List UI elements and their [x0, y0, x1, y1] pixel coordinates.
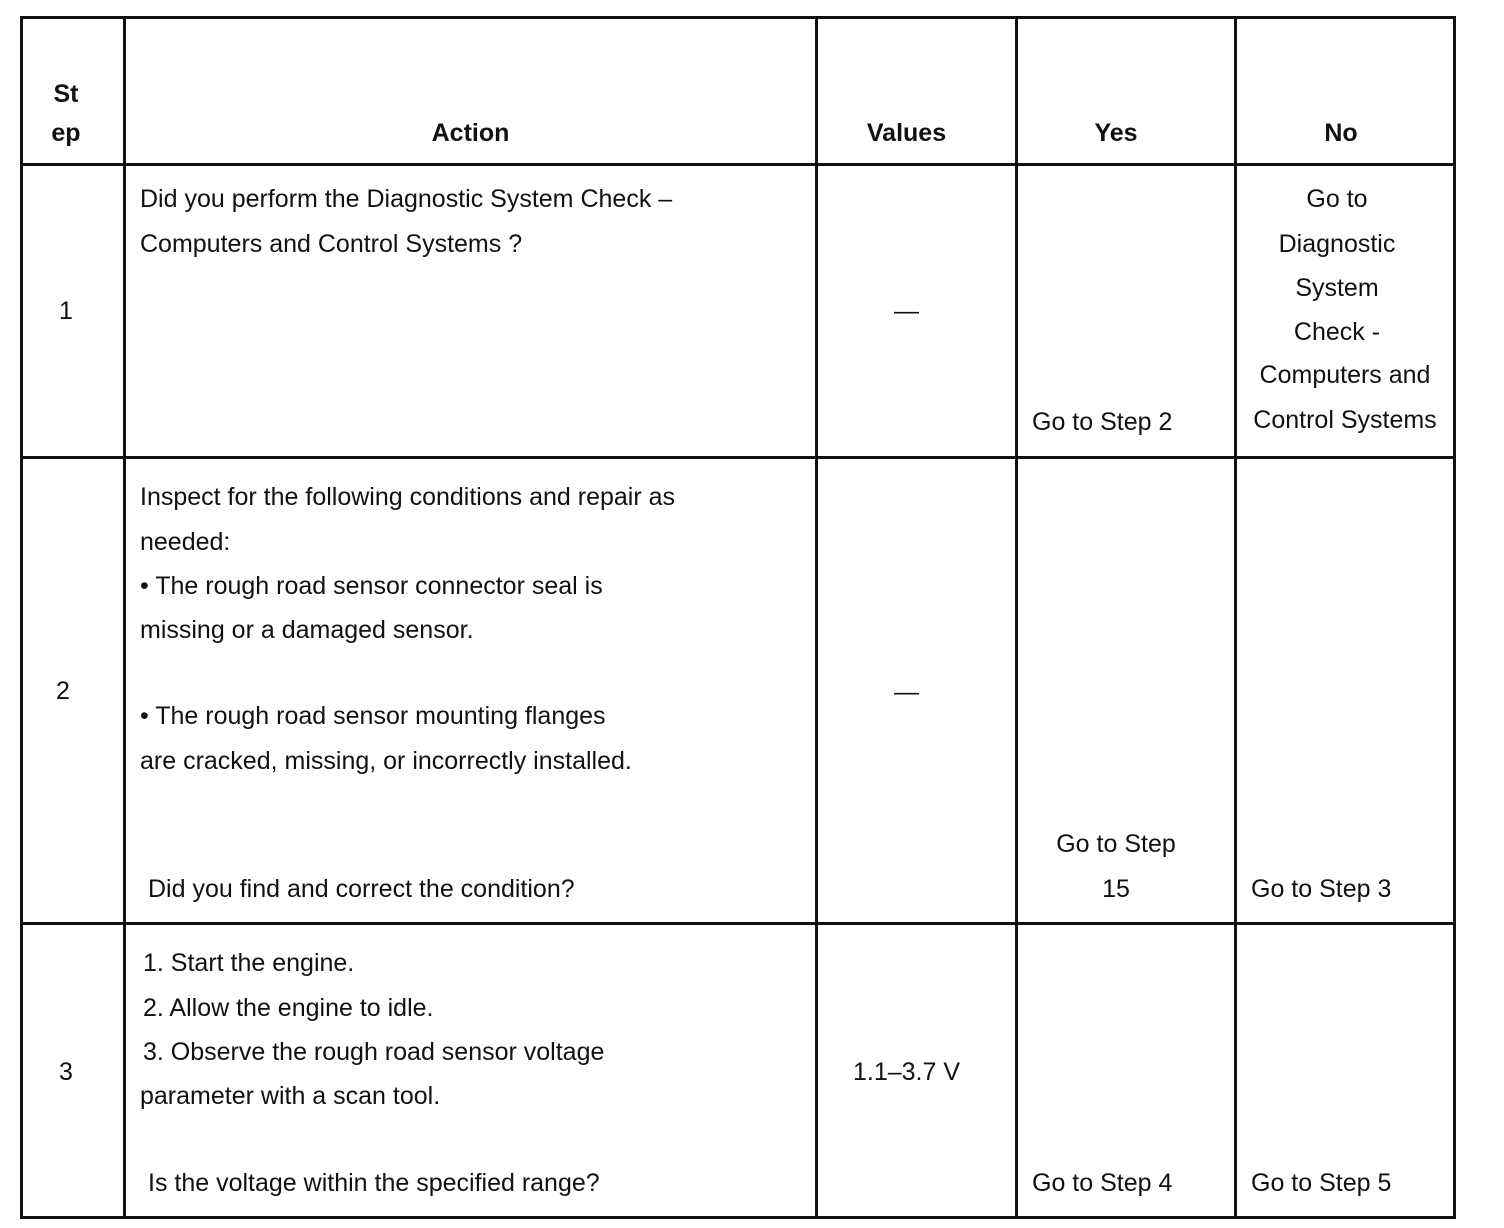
action-text: 3. Observe the rough road sensor voltage [143, 1038, 605, 1066]
action-text: parameter with a scan tool. [140, 1082, 441, 1110]
row-divider [23, 163, 1453, 166]
no-action: Go to Step 5 [1251, 1169, 1392, 1197]
no-action: Check - [1293, 318, 1381, 346]
action-text: 1. Start the engine. [143, 949, 355, 977]
column-divider [815, 19, 818, 1216]
step-number: 3 [59, 1058, 73, 1086]
action-text: needed: [140, 528, 231, 556]
action-text: are cracked, missing, or incorrectly installed. [140, 747, 632, 775]
action-text: Did you perform the Diagnostic System Check – [140, 185, 673, 213]
header-no: No [1324, 119, 1358, 147]
no-action: Go to Step 3 [1251, 875, 1392, 903]
action-text: Computers and Control Systems ? [140, 230, 523, 258]
action-question: Is the voltage within the specified range? [148, 1169, 600, 1197]
value-text: — [894, 678, 919, 706]
no-action: Control Systems [1253, 406, 1437, 434]
step-number: 2 [56, 677, 70, 705]
action-text: 2. Allow the engine to idle. [143, 994, 434, 1022]
header-action: Action [431, 119, 510, 147]
action-text: • The rough road sensor mounting flanges [140, 702, 606, 730]
no-action: Diagnostic [1278, 230, 1396, 258]
value-text: — [894, 297, 919, 325]
header-step-line1: St [53, 80, 79, 108]
action-text: • The rough road sensor connector seal is [140, 572, 603, 600]
header-yes: Yes [1094, 119, 1138, 147]
action-question: Did you find and correct the condition? [148, 875, 575, 903]
header-step-line2: ep [51, 119, 81, 147]
no-action: Go to [1306, 185, 1368, 213]
yes-action: Go to Step [1056, 830, 1176, 858]
header-values: Values [866, 119, 947, 147]
yes-action: Go to Step 2 [1032, 408, 1173, 436]
yes-action: Go to Step 4 [1032, 1169, 1173, 1197]
diagnostic-table [20, 16, 1456, 1219]
value-text: 1.1–3.7 V [852, 1058, 961, 1086]
column-divider [123, 19, 126, 1216]
no-action: System [1295, 274, 1379, 302]
action-text: missing or a damaged sensor. [140, 616, 474, 644]
step-number: 1 [59, 297, 73, 325]
row-divider [23, 456, 1453, 459]
yes-action: 15 [1102, 875, 1130, 903]
column-divider [1015, 19, 1018, 1216]
row-divider [23, 922, 1453, 925]
no-action: Computers and [1259, 361, 1431, 389]
action-text: Inspect for the following conditions and repair as [140, 483, 676, 511]
